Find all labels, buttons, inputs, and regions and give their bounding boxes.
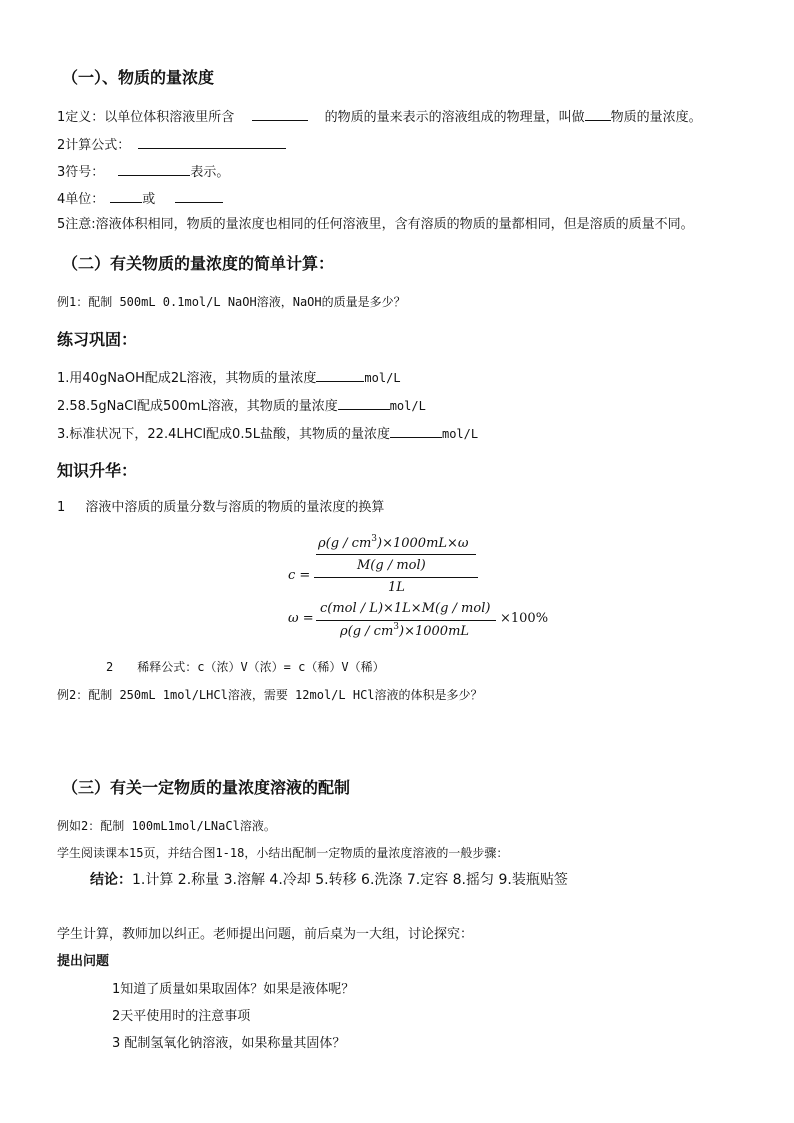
formula-1-inner-denominator: M(g / mol) xyxy=(357,558,426,573)
practice-1-text: 1.用40gNaOH配成2L溶液，其物质的量浓度 xyxy=(57,371,317,386)
practice-2 xyxy=(57,397,426,415)
definition-text-a: 1定义：以单位体积溶液里所含 xyxy=(57,110,235,125)
practice-3-unit: mol/L xyxy=(441,427,479,441)
symbol-suffix: 表示。 xyxy=(190,165,230,180)
formula-1-main-bar xyxy=(314,577,478,578)
blank-6 xyxy=(175,190,223,203)
blank-3 xyxy=(138,136,286,149)
calc-line: 学生计算，教师加以纠正。老师提出问题，前后桌为一大组，讨论探究： xyxy=(57,927,474,942)
blank-8 xyxy=(338,397,390,410)
formula-1-lhs: c = xyxy=(288,568,311,583)
definition-line xyxy=(57,108,702,126)
section-3-heading: （三）有关一定物质的量浓度溶液的配制 xyxy=(62,778,351,797)
practice-1-unit: mol/L xyxy=(364,371,401,385)
blank-9 xyxy=(390,425,442,438)
formula-1-denominator: 1L xyxy=(388,580,405,595)
example-1: 例1：配制 500mL 0.1mol/L NaOH溶液，NaOH的质量是多少？ xyxy=(57,295,406,309)
reading-instruction: 学生阅读课本15页，并结合图1-18，小结出配制一定物质的量浓度溶液的一般步骤： xyxy=(57,846,509,860)
question-3: 3 配制氢氧化钠溶液，如果称量其固体？ xyxy=(112,1036,346,1051)
blank-5 xyxy=(110,190,142,203)
example-3: 例如2：配制 100mL1mol/LNaCl溶液。 xyxy=(57,819,276,833)
example-2: 例2：配制 250mL 1mol/LHCl溶液，需要 12mol/L HCl溶液的体积是多少？ xyxy=(57,688,483,702)
definition-text-b: 的物质的量来表示的溶液组成的物理量，叫做 xyxy=(324,110,585,125)
upgrade-heading: 知识升华： xyxy=(57,461,138,480)
practice-3-text: 3.标准状况下，22.4LHCl配成0.5L盐酸，其物质的量浓度 xyxy=(57,427,390,442)
formula-2-numerator: c(mol / L)×1L×M(g / mol) xyxy=(320,601,491,616)
formula-1-inner-bar xyxy=(316,554,476,555)
blank-1 xyxy=(252,108,308,121)
unit-or: 或 xyxy=(142,192,156,207)
unit-label: 4单位： xyxy=(57,192,105,207)
practice-3 xyxy=(57,425,478,443)
section-1-heading: （一）、物质的量浓度 xyxy=(62,68,215,87)
unit-line xyxy=(57,190,223,208)
section-2-heading: （二）有关物质的量浓度的简单计算： xyxy=(62,254,335,273)
formula-2-lhs: ω = xyxy=(288,611,314,626)
practice-1 xyxy=(57,369,401,387)
formula-2-denominator: $\rho(g / cm^3)\times 1000mL$ xyxy=(340,622,470,639)
note-line: 5注意:溶液体积相同，物质的量浓度也相同的任何溶液里，含有溶质的物质的量都相同，但是溶质的质量不同。 xyxy=(57,217,694,232)
formula-label: 2计算公式： xyxy=(57,138,131,153)
formula-1-numerator: $\rho(g / cm^3)\times 1000mL\times\omega$ xyxy=(318,534,469,551)
practice-2-text: 2.58.5gNaCl配成500mL溶液，其物质的量浓度 xyxy=(57,399,338,414)
formula-2-suffix: ×100% xyxy=(500,611,549,626)
conclusion-line xyxy=(90,872,568,888)
conclusion-steps: 1.计算 2.称量 3.溶解 4.冷却 5.转移 6.洗涤 7.定容 8.摇匀 9.装瓶贴签 xyxy=(132,872,568,888)
conclusion-label: 结论： xyxy=(90,872,132,888)
upgrade-item-1-num: 1 xyxy=(57,500,66,515)
questions-heading: 提出问题 xyxy=(57,954,110,969)
question-2: 2天平使用时的注意事项 xyxy=(112,1009,251,1024)
definition-text-c: 物质的量浓度。 xyxy=(610,110,702,125)
symbol-label: 3符号： xyxy=(57,165,105,180)
question-1: 1知道了质量如果取固体？如果是液体呢？ xyxy=(112,982,355,997)
upgrade-item-1-text: 溶液中溶质的质量分数与溶质的物质的量浓度的换算 xyxy=(85,500,385,515)
symbol-line xyxy=(57,163,229,181)
blank-4 xyxy=(118,163,190,176)
upgrade-item-1 xyxy=(57,500,384,516)
practice-2-unit: mol/L xyxy=(389,399,426,413)
practice-heading: 练习巩固： xyxy=(57,330,138,349)
blank-7 xyxy=(316,369,364,382)
upgrade-item-2: 2 稀释公式：c（浓）V（浓）= c（稀）V（稀） xyxy=(106,660,385,674)
blank-2 xyxy=(585,108,611,121)
formula-line xyxy=(57,136,286,154)
formula-2-bar xyxy=(316,620,496,621)
